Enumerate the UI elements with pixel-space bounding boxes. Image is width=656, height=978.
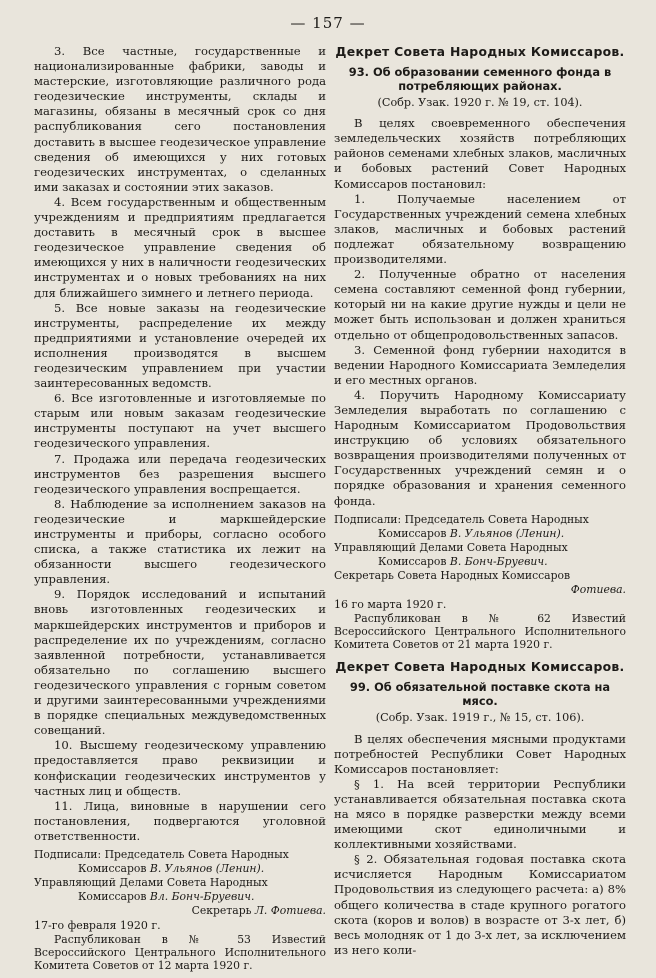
signature-line: Управляющий Делами Совета Народных xyxy=(334,540,568,554)
paragraph: 5. Все новые заказы на геодезические инструменты, распределение их между предприятиями и установление очередей их исполнения производятся в высшем геодезическим управлением при участии заинтересованных ведомств. xyxy=(34,300,326,391)
signature-name: Вл. Бонч-Бруевич. xyxy=(149,889,255,903)
left-column xyxy=(34,44,326,973)
paragraph: 4. Поручить Народному Комиссариату Земледелия выработать по соглашению с Народным Комиссариатом Продовольствия инструкцию об условиях обязательного возвращения производителями полученных от Государственных учреждений семян и о порядке образования и хранения семенного фонда. xyxy=(334,387,626,508)
right-column xyxy=(334,44,626,958)
decree-header: Декрет Совета Народных Комиссаров. xyxy=(335,659,625,675)
signature-name: Л. Фотиева. xyxy=(254,903,326,917)
decree-source: (Собр. Узак. 1919 г., № 15, ст. 106). xyxy=(375,711,585,725)
paragraph: 7. Продажа или передача геодезических инструментов без разрешения высшего геодезического управления воспрещается. xyxy=(34,451,326,496)
signature-line xyxy=(34,904,326,918)
signature-name: В. Ульянов (Ленин). xyxy=(149,861,265,875)
publication-note: Распубликован в № 53 Известий Всероссийского Центрального Исполнительного Комитета Советов от 12 марта 1920 г. xyxy=(34,933,326,973)
signature-line xyxy=(334,583,626,597)
paragraph: В целях обеспечения мясными продуктами потребностей Республики Совет Народных Комиссаров постановляет: xyxy=(334,731,626,776)
paragraph: 3. Семенной фонд губернии находится в ведении Народного Комиссариата Земледелия и его местных органов. xyxy=(334,342,626,387)
signature-line: Управляющий Делами Совета Народных xyxy=(34,875,268,889)
signature-line: Подписали: Председатель Совета Народных xyxy=(334,512,589,526)
paragraph: В целях своевременного обеспечения земледельческих хозяйств потребляющих районов семенами хлебных злаков, масличных и бобовых растений Совет Народных Комиссаров постановил: xyxy=(334,116,626,191)
paragraph: § 2. Обязательная годовая поставка скота исчисляется Народным Комиссариатом Продовольствия из следующего расчета: а) 8% общего количества в стаде крупного рогатого скота (коров и волов) в возрасте от 3-х лет, б) весь молодняк от 1 до 3-х лет, за исключением из него коли- xyxy=(334,852,626,957)
spacer xyxy=(334,651,626,659)
decree-title: 93. Об образовании семенного фонда в потребляющих районах. xyxy=(348,65,612,94)
page-number: — 157 — xyxy=(290,14,366,32)
signature-role: Комиссаров xyxy=(78,889,147,903)
signatures xyxy=(334,513,626,597)
decree-date: 16 го марта 1920 г. xyxy=(334,597,447,611)
signature-line: Подписали: Председатель Совета Народных xyxy=(34,847,289,861)
signatures xyxy=(34,848,326,918)
signature-role: Секретарь xyxy=(191,903,252,917)
paragraph: § 1. На всей территории Республики устанавливается обязательная поставка скота на мясо в порядке разверстки между всеми имеющими скот единоличными и коллективными хозяйствами. xyxy=(334,776,626,852)
signature-role: Комиссаров xyxy=(78,861,147,875)
signature-line xyxy=(334,527,626,541)
signature-line xyxy=(34,890,326,904)
paragraph: 8. Наблюдение за исполнением заказов на геодезические и маркшейдерские инструменты и приборы, согласно особого списка, а также статистика их лежит на обязанности высшего геодезического управления. xyxy=(34,496,326,587)
signature-line xyxy=(34,862,326,876)
paragraph: 11. Лица, виновные в нарушении сего постановления, подвергаются уголовной ответственности. xyxy=(34,798,326,843)
paragraph: 2. Полученные обратно от населения семена составляют семенной фонд губернии, который ни на какие другие нужды и цели не может быть использован и должен храниться отдельно от общепродовольственных запасов. xyxy=(334,267,626,342)
paragraph: 4. Всем государственным и общественным учреждениям и предприятиям предлагается доставить в месячный срок в высшее геодезическое управление сведения об имеющихся у них в наличности геодезических инструментах и о новых требованиях на них для ближайшего зимнего и летнего периода. xyxy=(34,194,326,300)
paragraph: 1. Получаемые населением от Государственных учреждений семена хлебных злаков, масличных и бобовых растений подлежат обязательному возвращению производителями. xyxy=(334,191,626,267)
decree-title: 99. Об обязательной поставке скота на мясо. xyxy=(349,680,611,709)
decree-date: 17-го февраля 1920 г. xyxy=(34,918,161,932)
signature-name: Фотиева. xyxy=(570,582,626,596)
paragraph: 3. Все частные, государственные и национализированные фабрики, заводы и мастерские, изготовляющие различного рода геодезические инструменты, склады и магазины, обязаны в месячный срок со дня распубликования сего постановления доставить в высшее геодезическое управление сведения об имеющихся у них готовых геодезических инструментах, о сделанных ими заказах и состоянии этих заказов. xyxy=(34,44,326,194)
signature-name: В. Бонч-Бруевич. xyxy=(449,554,548,568)
decree-header: Декрет Совета Народных Комиссаров. xyxy=(335,44,625,59)
paragraph: 10. Высшему геодезическому управлению предоставляется право реквизиции и конфискации геодезических инструментов у частных лиц и обществ. xyxy=(34,738,326,798)
signature-role: Комиссаров xyxy=(378,526,447,540)
signature-line: Секретарь Совета Народных Комиссаров xyxy=(334,568,571,582)
paragraph: 9. Порядок исследований и испытаний вновь изготовленных геодезических и маркшейдерских инструментов и приборов и распределение их по учреждениям, согласно заявленной потребности, устанавливается обязательно по соглашению высшего геодезического управления с горным советом и другими заинтересованными учреждениями в порядке специальных междуведомственных совещаний. xyxy=(34,587,326,738)
signature-line xyxy=(334,555,626,569)
paragraph: 6. Все изготовленные и изготовляемые по старым или новым заказам геодезические инструменты поступают на учет высшего геодезического управления. xyxy=(34,391,326,451)
signature-name: В. Ульянов (Ленин). xyxy=(449,526,565,540)
signature-role: Комиссаров xyxy=(378,554,447,568)
decree-source: (Собр. Узак. 1920 г. № 19, ст. 104). xyxy=(377,96,583,110)
publication-note: Распубликован в № 62 Известий Всероссийского Центрального Исполнительного Комитета Советов от 21 марта 1920 г. xyxy=(334,611,626,652)
